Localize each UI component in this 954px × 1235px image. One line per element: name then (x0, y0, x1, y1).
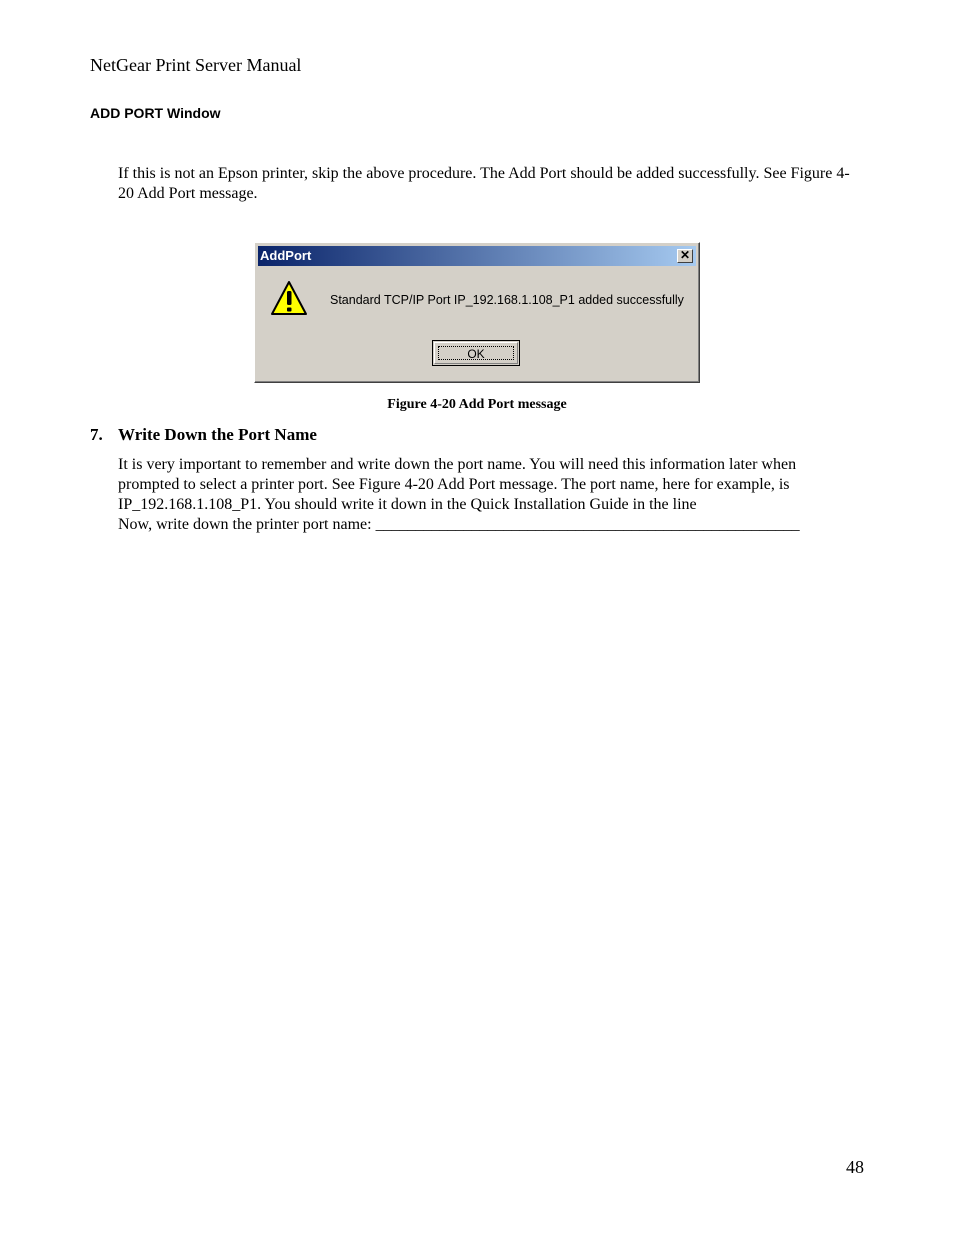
dialog-message: Standard TCP/IP Port IP_192.168.1.108_P1 added successfully (330, 293, 684, 307)
ok-button[interactable] (432, 340, 520, 366)
step-line: Now, write down the printer port name: _____________________________________________________ (118, 516, 800, 533)
step-line: It is very important to remember and write down the port name. You will need this information later when (118, 456, 797, 473)
intro-paragraph: If this is not an Epson printer, skip the above procedure. The Add Port should be added successfully. See Figure 4-20 Add Port message. (118, 165, 850, 202)
step-number: 7. (90, 425, 103, 444)
warning-icon (269, 279, 309, 324)
step-title: Write Down the Port Name (118, 425, 317, 444)
page-number: 48 (846, 1157, 864, 1177)
step-heading (90, 425, 317, 445)
section-heading: ADD PORT Window (90, 105, 221, 121)
step-line: IP_192.168.1.108_P1. You should write it down in the Quick Installation Guide in the line (118, 496, 697, 513)
figure-caption: Figure 4-20 Add Port message (387, 397, 567, 412)
close-icon: ✕ (679, 248, 691, 262)
document-header: NetGear Print Server Manual (90, 55, 302, 75)
close-button[interactable] (677, 249, 693, 263)
dialog-titlebar[interactable] (258, 246, 696, 266)
step-paragraph (118, 455, 858, 535)
addport-dialog (254, 242, 700, 383)
step-line: prompted to select a printer port. See Figure 4-20 Add Port message. The port name, here for example, is (118, 476, 790, 493)
ok-button-label: OK (438, 346, 514, 360)
dialog-title: AddPort (260, 248, 312, 263)
